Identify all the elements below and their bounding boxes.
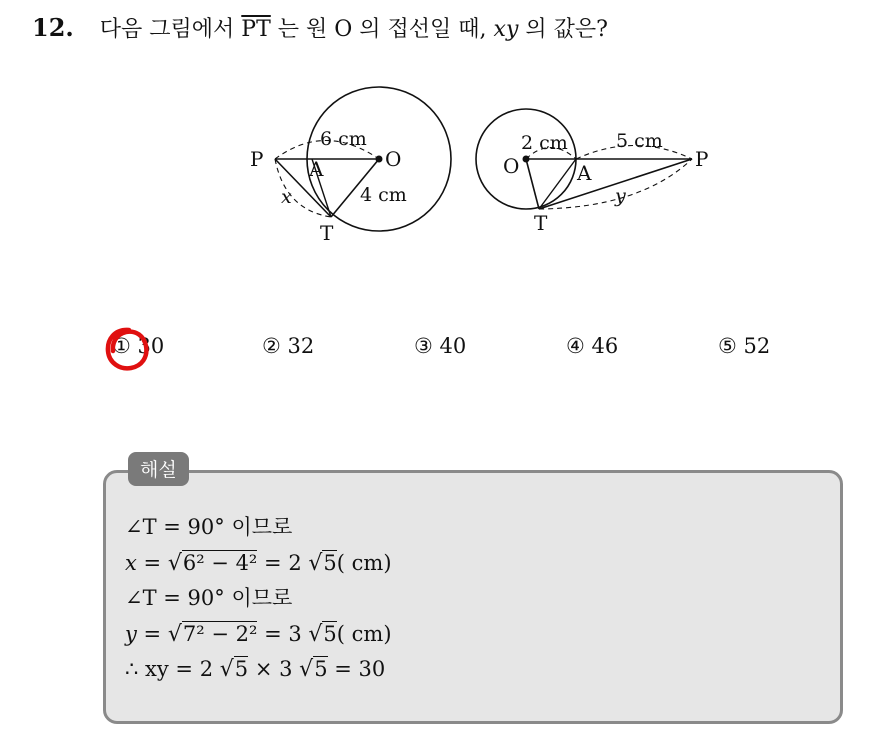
solution-line-5-end: = 30 <box>334 657 386 681</box>
solution-line-4-mid: = 3 <box>264 621 302 646</box>
segment-label: $\overline{PT}$ <box>241 17 271 42</box>
solution-line-5 <box>125 652 392 688</box>
solution-line-5-radicand: 5 <box>234 657 249 681</box>
solution-line-2-radicand: 6² − 4² <box>182 550 258 575</box>
choice-4[interactable] <box>566 334 618 358</box>
solution-line-1: ∠T = 90° 이므로 <box>125 515 293 539</box>
choice-2-marker: ② <box>262 334 281 358</box>
right-length-oa: 2 cm <box>521 132 568 154</box>
left-label-t: T <box>320 221 334 245</box>
sqrt-sign: √ <box>219 657 234 682</box>
left-label-o: O <box>385 147 402 171</box>
solution-line-4 <box>125 617 392 653</box>
right-label-p: P <box>695 147 709 171</box>
right-var-y: y <box>615 185 626 207</box>
left-label-a: A <box>309 157 324 181</box>
right-label-a: A <box>577 161 592 185</box>
question-text-after: 의 값은? <box>525 17 608 42</box>
geometry-figure <box>230 70 750 260</box>
sqrt-sign: √ <box>167 550 182 576</box>
solution-line-4-lhs: y = <box>125 621 162 646</box>
question-text-middle: 는 원 O 의 접선일 때, <box>277 17 487 42</box>
choice-2-value: 32 <box>287 334 315 358</box>
choice-4-value: 46 <box>591 334 619 358</box>
right-label-o: O <box>503 154 520 178</box>
solution-line-4-end: ( cm) <box>336 621 392 646</box>
right-length-ap: 5 cm <box>616 130 663 152</box>
solution-line-3: ∠T = 90° 이므로 <box>125 586 293 610</box>
question-line <box>32 12 608 43</box>
choice-3-marker: ③ <box>414 334 433 358</box>
solution-line-2 <box>125 546 392 582</box>
choice-4-marker: ④ <box>566 334 585 358</box>
sqrt-sign: √ <box>308 621 323 647</box>
solution-line-5-radicand-2: 5 <box>314 657 328 681</box>
solution-line-4-radicand-2: 5 <box>323 621 337 646</box>
solution-line-2-end: ( cm) <box>336 550 392 575</box>
solution-line-4-radicand: 7² − 2² <box>182 621 258 646</box>
choice-5[interactable] <box>718 334 770 358</box>
choice-3-value: 40 <box>439 334 467 358</box>
choice-3[interactable] <box>414 334 466 358</box>
question-number: 12. <box>32 13 74 42</box>
right-segment-ta <box>539 159 576 209</box>
left-var-x: x <box>281 186 292 208</box>
choice-5-marker: ⑤ <box>718 334 737 358</box>
choice-2[interactable] <box>262 334 314 358</box>
sqrt-sign: √ <box>299 657 314 682</box>
solution-line-2-mid: = 2 <box>264 550 302 575</box>
left-length-po: 6 cm <box>320 128 367 150</box>
selected-answer-mark <box>104 326 152 374</box>
solution-line-2-radicand-2: 5 <box>323 550 337 575</box>
question-variable: xy <box>493 17 519 42</box>
question-text-before: 다음 그림에서 <box>99 17 235 42</box>
left-center-dot <box>376 156 382 162</box>
solution-tag: 해설 <box>128 452 189 486</box>
right-center-dot <box>523 156 529 162</box>
solution-line-5-mid: × 3 <box>254 657 293 681</box>
right-segment-ot <box>526 159 539 209</box>
left-label-p: P <box>250 147 264 171</box>
choice-1-value: 30 <box>137 334 165 358</box>
right-label-t: T <box>534 211 548 235</box>
sqrt-sign: √ <box>308 550 323 576</box>
solution-line-5-lhs: ∴ xy = 2 <box>125 657 214 681</box>
choice-1-marker: ① <box>112 334 131 358</box>
left-diagram <box>275 87 451 231</box>
left-length-ot: 4 cm <box>360 184 407 206</box>
solution-lines <box>125 510 392 688</box>
solution-line-2-lhs: x = <box>125 550 162 575</box>
choice-5-value: 52 <box>743 334 771 358</box>
sqrt-sign: √ <box>167 621 182 647</box>
